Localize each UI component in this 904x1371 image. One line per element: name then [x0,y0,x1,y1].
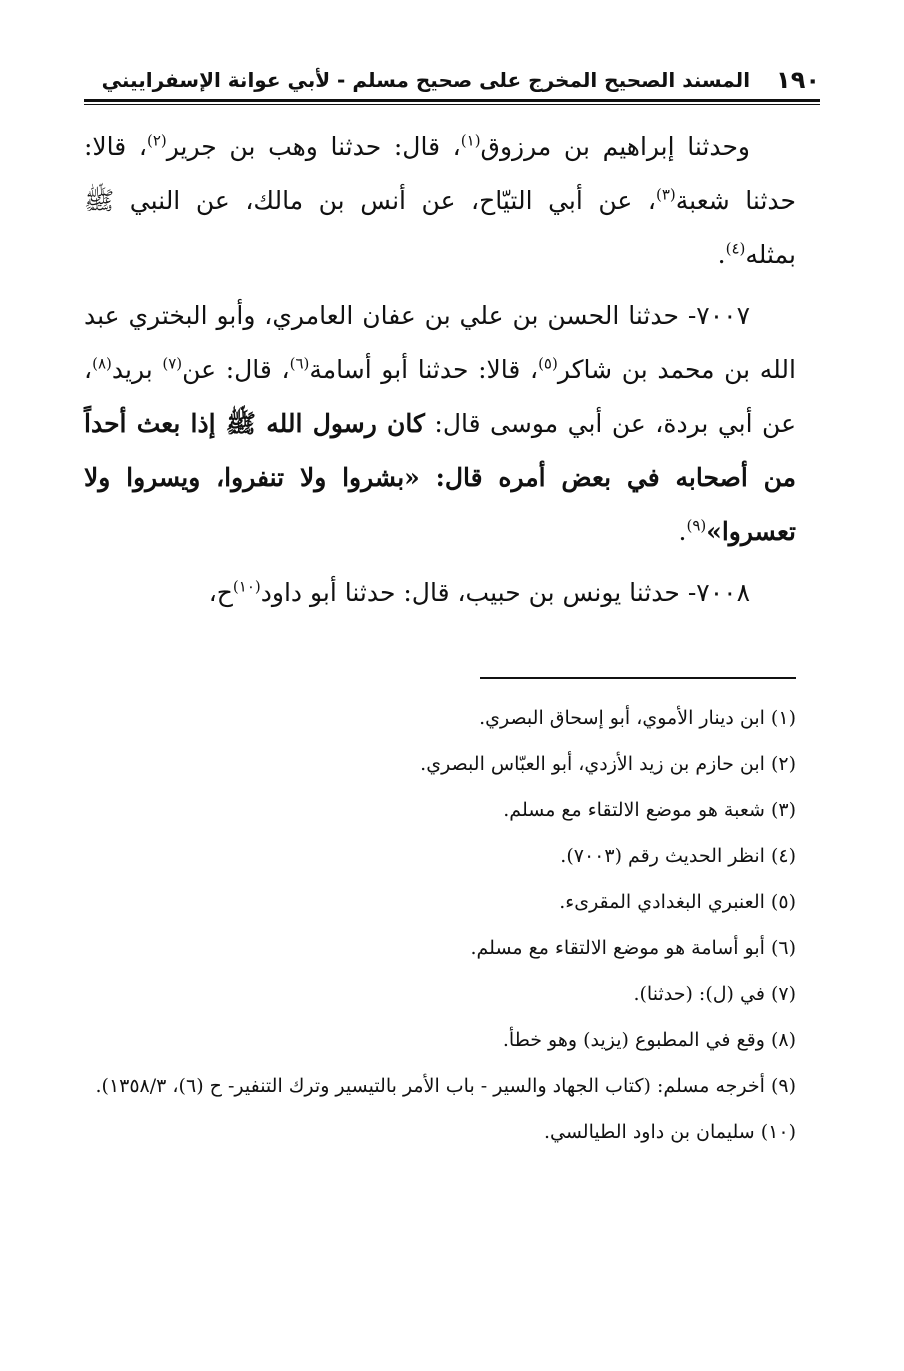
text-run: بريد [111,355,163,384]
footnote-9: (٩) أخرجه مسلم: (كتاب الجهاد والسير - باب الأمر بالتيسير وترك التنفير- ح (٦)، ١٣٥٨/٣). [95,1075,796,1097]
footnote-separator [480,677,796,679]
text-run: ٧٠٠٧- حدثنا الحسن بن علي بن عفان العامري، وأبو البختري عبد الله بن محمد بن شاكر [84,301,796,384]
paragraph-1 [84,120,796,282]
footnote-5: (٥) العنبري البغدادي المقرىء. [559,891,796,913]
footnote-ref-8: (٨) [92,354,112,373]
page-number: ١٩٠ [776,66,820,94]
running-title: المسند الصحيح المخرج على صحيح مسلم - لأبي عوانة الإسفراييني [101,68,751,92]
text-run: ح، [208,578,233,607]
footnote-ref-3: (٣) [655,185,676,204]
footnote-ref-4: (٤) [725,239,746,258]
footnotes [84,700,796,1160]
footnote-ref-10: (١٠) [232,577,261,596]
text-run: ، قال: حدثنا وهب بن جرير [166,132,461,161]
header-rule [84,99,820,102]
text-run: وحدثنا إبراهيم بن مرزوق [480,132,751,161]
footnote-ref-1: (١) [460,131,481,150]
footnote-4: (٤) انظر الحديث رقم (٧٠٠٣). [560,845,796,867]
paragraph-hadith-7007 [84,289,796,559]
text-run: . [678,517,687,546]
footnote-7: (٧) في (ل): (حدثنا). [633,983,796,1005]
running-header [84,64,820,96]
text-run: ٧٠٠٨- حدثنا يونس بن حبيب، قال: حدثنا أبو داود [260,578,750,607]
text-run: ، قالا: حدثنا أبو أسامة [309,355,539,384]
text-run: ، قال: عن [182,355,290,384]
main-text [84,120,796,627]
footnote-ref-6: (٦) [289,354,310,373]
footnote-10: (١٠) سليمان بن داود الطيالسي. [543,1121,796,1143]
footnote-6: (٦) أبو أسامة هو موضع الالتقاء مع مسلم. [470,937,796,959]
footnote-ref-7: (٧) [162,354,183,373]
footnote-1: (١) ابن دينار الأموي، أبو إسحاق البصري. [479,707,796,729]
text-run: ، عن أبي بردة، عن أبي موسى قال: [84,355,797,438]
paragraph-hadith-7008 [84,566,796,620]
footnote-3: (٣) شعبة هو موضع الالتقاء مع مسلم. [503,799,796,821]
text-run: . [717,240,726,269]
header-rule-thin [84,104,820,105]
footnote-2: (٢) ابن حازم بن زيد الأزدي، أبو العبّاس البصري. [420,753,796,775]
footnote-ref-9: (٩) [686,516,707,535]
footnote-8: (٨) وقع في المطبوع (يزيد) وهو خطأ. [502,1029,796,1051]
text-run: ، عن أبي التيّاح، عن أنس بن مالك، عن النبي ﷺ بمثله [84,186,796,269]
hadith-text-bold: كان رسول الله ﷺ إذا بعث أحداً من أصحابه في بعض أمره قال: «بشروا ولا تنفروا، ويسروا ولا تعسروا» [84,409,796,546]
footnote-ref-2: (٢) [146,131,167,150]
text-run: ، قالا: حدثنا شعبة [84,132,796,215]
footnote-ref-5: (٥) [538,354,558,373]
